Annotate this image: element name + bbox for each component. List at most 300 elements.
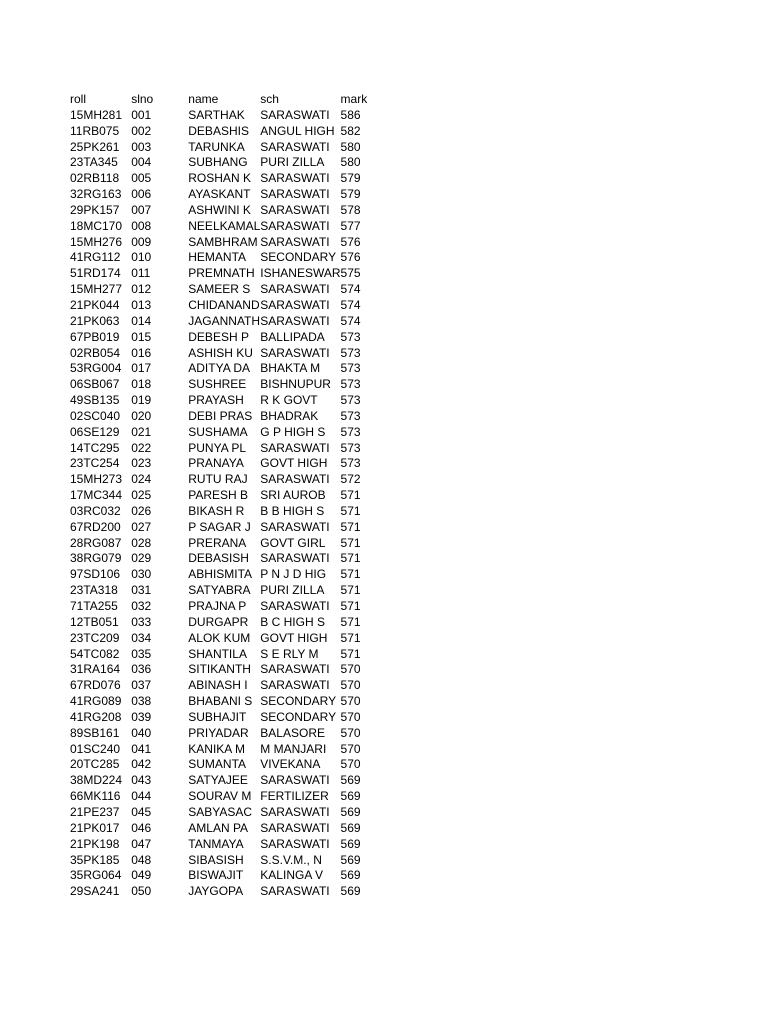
table-row [70, 219, 370, 235]
slno-cell: 045 [131, 804, 152, 819]
table-row [70, 805, 370, 821]
sch-cell: SARASWATI [260, 218, 330, 233]
table-row [70, 282, 370, 298]
name-cell: PREMNATH [188, 266, 255, 281]
sch-cell: BISHNUPUR [260, 377, 331, 392]
roll-cell: 21PK198 [70, 836, 120, 851]
name-cell: DEBESH P [188, 329, 249, 344]
name-cell: RUTU RAJ [188, 472, 248, 487]
slno-cell: 035 [131, 646, 152, 661]
slno-cell: 010 [131, 250, 152, 265]
name-cell: AYASKANT [188, 187, 251, 202]
sch-cell: SRI AUROB [260, 488, 326, 503]
roll-cell: 11RB075 [70, 123, 120, 138]
mark-cell: 569 [340, 820, 361, 835]
roll-cell: 32RG163 [70, 187, 122, 202]
slno-cell: 030 [131, 567, 152, 582]
roll-cell: 54TC082 [70, 646, 120, 661]
mark-cell: 571 [340, 599, 361, 613]
name-cell: HEMANTA [188, 250, 247, 265]
table-row [70, 409, 370, 425]
table-row [70, 583, 370, 599]
name-cell: PRERANA [188, 535, 247, 550]
mark-cell: 573 [340, 361, 361, 376]
slno-cell: 029 [131, 551, 152, 566]
slno-cell: 005 [131, 171, 152, 186]
slno-cell: 004 [131, 155, 152, 170]
table-row [70, 536, 370, 552]
mark-cell: 574 [340, 297, 361, 312]
name-cell: SIBASISH [188, 852, 244, 867]
name-cell: TARUNKA [188, 139, 245, 154]
slno-cell: 046 [131, 820, 152, 835]
mark-cell: 569 [340, 789, 361, 804]
sch-cell: PURI ZILLA [260, 155, 325, 170]
name-cell: SUMANTA [188, 757, 247, 772]
mark-cell: 582 [340, 123, 361, 138]
name-cell: P SAGAR J [188, 519, 251, 534]
sch-cell: BALASORE [260, 725, 325, 740]
name-cell: BISWAJIT [188, 868, 244, 883]
roll-cell: 02RB118 [70, 171, 120, 186]
mark-cell: 572 [340, 472, 361, 487]
roll-cell: 41RG208 [70, 709, 122, 724]
name-cell: SUSHAMA [188, 424, 248, 439]
sch-cell: BHADRAK [260, 408, 319, 423]
mark-cell: 571 [340, 535, 361, 550]
mark-cell: 576 [340, 250, 361, 265]
slno-cell: 047 [131, 836, 152, 851]
roll-cell: 15MH281 [70, 107, 123, 122]
slno-cell: 031 [131, 583, 152, 598]
roll-cell: 17MC344 [70, 488, 123, 503]
roll-cell: 20TC285 [70, 757, 120, 772]
mark-cell: 573 [340, 345, 361, 360]
table-row [70, 346, 370, 362]
table-row [70, 124, 370, 140]
mark-cell: 571 [340, 488, 361, 503]
slno-cell: 009 [131, 234, 152, 249]
slno-cell: 034 [131, 630, 152, 645]
header-roll: roll [70, 92, 87, 106]
name-cell: SITIKANTH [188, 662, 251, 677]
mark-cell: 573 [340, 408, 361, 423]
sch-cell: GOVT HIGH [260, 630, 328, 645]
roll-cell: 06SE129 [70, 424, 120, 439]
slno-cell: 028 [131, 535, 152, 550]
roll-cell: 66MK116 [70, 789, 121, 804]
name-cell: SARTHAK [188, 107, 245, 122]
table-row [70, 710, 370, 726]
sch-cell: S.S.V.M., N [260, 852, 322, 867]
sch-cell: SECONDARY [260, 694, 337, 709]
roll-cell: 02RB054 [70, 345, 121, 360]
mark-cell: 569 [340, 868, 361, 883]
sch-cell: G P HIGH S [260, 424, 326, 439]
table-row [70, 377, 370, 393]
slno-cell: 018 [131, 377, 152, 392]
slno-cell: 006 [131, 187, 152, 202]
roll-cell: 28RG087 [70, 535, 122, 550]
name-cell: PRANAYA [188, 456, 244, 471]
table-row [70, 853, 370, 869]
name-cell: AMLAN PA [188, 820, 249, 835]
name-cell: KANIKA M [188, 741, 245, 756]
slno-cell: 044 [131, 789, 152, 804]
mark-cell: 580 [340, 155, 361, 170]
mark-cell: 570 [340, 741, 361, 756]
mark-cell: 569 [340, 884, 361, 899]
table-row [70, 599, 370, 615]
table-row [70, 662, 370, 678]
slno-cell: 001 [131, 107, 152, 122]
mark-cell: 570 [340, 694, 361, 709]
roll-cell: 25PK261 [70, 139, 120, 154]
roll-cell: 89SB161 [70, 725, 120, 740]
table-row [70, 203, 370, 219]
sch-cell: SARASWATI [260, 836, 330, 851]
sch-cell: R K GOVT [260, 393, 318, 408]
table-row [70, 694, 370, 710]
roll-cell: 06SB067 [70, 377, 120, 392]
results-sheet [70, 92, 370, 900]
sch-cell: SECONDARY [260, 709, 337, 724]
mark-cell: 570 [340, 725, 361, 740]
slno-cell: 007 [131, 202, 152, 217]
name-cell: PRAJNA P [188, 599, 247, 613]
slno-cell: 008 [131, 218, 152, 233]
sch-cell: BHAKTA M [260, 361, 321, 376]
sch-cell: SARASWATI [260, 313, 330, 328]
name-cell: SATYABRA [188, 583, 251, 598]
table-row [70, 441, 370, 457]
name-cell: ASHISH KU [188, 345, 253, 360]
table-row [70, 868, 370, 884]
mark-cell: 569 [340, 773, 361, 788]
mark-cell: 571 [340, 567, 361, 582]
slno-cell: 002 [131, 123, 152, 138]
mark-cell: 579 [340, 187, 361, 202]
name-cell: DURGAPR [188, 614, 249, 629]
name-cell: PARESH B [188, 488, 249, 503]
sch-cell: PURI ZILLA [260, 583, 325, 598]
sch-cell: B B HIGH S [260, 503, 325, 518]
sch-cell: P N J D HIG [260, 567, 327, 582]
roll-cell: 35RG064 [70, 868, 122, 883]
table-body [70, 108, 370, 900]
sch-cell: SARASWATI [260, 202, 330, 217]
table-row [70, 520, 370, 536]
mark-cell: 571 [340, 630, 361, 645]
sch-cell: SARASWATI [260, 884, 330, 899]
slno-cell: 039 [131, 709, 152, 724]
name-cell: SABYASAC [188, 804, 253, 819]
slno-cell: 017 [131, 361, 152, 376]
mark-cell: 574 [340, 282, 361, 297]
roll-cell: 18MC170 [70, 218, 123, 233]
mark-cell: 571 [340, 646, 361, 661]
roll-cell: 67RD200 [70, 519, 121, 534]
slno-cell: 024 [131, 472, 152, 487]
roll-cell: 01SC240 [70, 741, 121, 756]
roll-cell: 29PK157 [70, 202, 120, 217]
name-cell: NEELKAMAL [188, 218, 261, 233]
table-row [70, 757, 370, 773]
slno-cell: 043 [131, 773, 152, 788]
slno-cell: 022 [131, 440, 152, 455]
table-row [70, 504, 370, 520]
slno-cell: 033 [131, 614, 152, 629]
roll-cell: 51RD174 [70, 266, 121, 281]
table-row [70, 393, 370, 409]
mark-cell: 579 [340, 171, 361, 186]
sch-cell: SARASWATI [260, 678, 330, 693]
roll-cell: 71TA255 [70, 599, 118, 613]
mark-cell: 576 [340, 234, 361, 249]
table-row [70, 789, 370, 805]
name-cell: PRIYADAR [188, 725, 249, 740]
mark-cell: 569 [340, 852, 361, 867]
mark-cell: 573 [340, 377, 361, 392]
slno-cell: 011 [131, 266, 151, 281]
name-cell: BIKASH R [188, 503, 245, 518]
slno-cell: 042 [131, 757, 152, 772]
slno-cell: 037 [131, 678, 152, 693]
mark-cell: 570 [340, 678, 361, 693]
table-row [70, 551, 370, 567]
table-row [70, 678, 370, 694]
sch-cell: SARASWATI [260, 187, 330, 202]
mark-cell: 575 [340, 266, 361, 281]
sch-cell: SARASWATI [260, 107, 330, 122]
roll-cell: 53RG004 [70, 361, 122, 376]
slno-cell: 014 [131, 313, 152, 328]
name-cell: ABHISMITA [188, 567, 253, 582]
name-cell: SUBHANG [188, 155, 248, 170]
sch-cell: SARASWATI [260, 519, 330, 534]
roll-cell: 21PK044 [70, 297, 120, 312]
slno-cell: 015 [131, 329, 152, 344]
sch-cell: SARASWATI [260, 171, 330, 186]
table-row [70, 456, 370, 472]
mark-cell: 580 [340, 139, 361, 154]
name-cell: ROSHAN K [188, 171, 251, 186]
sch-cell: SARASWATI [260, 234, 330, 249]
table-row [70, 235, 370, 251]
slno-cell: 003 [131, 139, 152, 154]
sch-cell: B C HIGH S [260, 614, 325, 629]
roll-cell: 41RG089 [70, 694, 122, 709]
roll-cell: 15MH277 [70, 282, 123, 297]
mark-cell: 573 [340, 393, 361, 408]
name-cell: SUSHREE [188, 377, 247, 392]
name-cell: PRAYASH [188, 393, 244, 408]
mark-cell: 570 [340, 757, 361, 772]
name-cell: JAGANNATH [188, 313, 261, 328]
name-cell: CHIDANAND [188, 297, 260, 312]
name-cell: SOURAV M [188, 789, 252, 804]
roll-cell: 23TA345 [70, 155, 118, 170]
name-cell: SAMBHRAM [188, 234, 258, 249]
sch-cell: SARASWATI [260, 440, 330, 455]
sch-cell: BALLIPADA [260, 329, 325, 344]
sch-cell: SARASWATI [260, 773, 330, 788]
name-cell: JAYGOPA [188, 884, 244, 899]
table-row [70, 314, 370, 330]
mark-cell: 569 [340, 836, 361, 851]
roll-cell: 23TC209 [70, 630, 120, 645]
table-row [70, 155, 370, 171]
slno-cell: 012 [131, 282, 152, 297]
slno-cell: 050 [131, 884, 152, 899]
sch-cell: SARASWATI [260, 472, 330, 487]
table-row [70, 647, 370, 663]
mark-cell: 578 [340, 202, 361, 217]
table-row [70, 472, 370, 488]
name-cell: DEBASISH [188, 551, 249, 566]
name-cell: ASHWINI K [188, 202, 251, 217]
name-cell: DEBASHIS [188, 123, 249, 138]
slno-cell: 032 [131, 599, 152, 613]
roll-cell: 97SD106 [70, 567, 121, 582]
header-mark: mark [340, 92, 368, 106]
slno-cell: 021 [131, 424, 152, 439]
name-cell: TANMAYA [188, 836, 244, 851]
table-row [70, 773, 370, 789]
slno-cell: 026 [131, 503, 152, 518]
name-cell: BHABANI S [188, 694, 253, 709]
header-row [70, 92, 370, 108]
sch-cell: SARASWATI [260, 345, 330, 360]
header-sch: sch [260, 92, 279, 106]
mark-cell: 573 [340, 456, 361, 471]
slno-cell: 038 [131, 694, 152, 709]
mark-cell: 574 [340, 313, 361, 328]
table-row [70, 425, 370, 441]
roll-cell: 23TC254 [70, 456, 120, 471]
slno-cell: 020 [131, 408, 152, 423]
table-row [70, 266, 370, 282]
sch-cell: SARASWATI [260, 662, 330, 677]
roll-cell: 67PB019 [70, 329, 120, 344]
mark-cell: 569 [340, 804, 361, 819]
roll-cell: 23TA318 [70, 583, 118, 598]
table-row [70, 488, 370, 504]
sch-cell: GOVT HIGH [260, 456, 328, 471]
sch-cell: GOVT GIRL [260, 535, 326, 550]
mark-cell: 577 [340, 218, 361, 233]
roll-cell: 38RG079 [70, 551, 122, 566]
sch-cell: SARASWATI [260, 599, 330, 613]
roll-cell: 38MD224 [70, 773, 123, 788]
table-row [70, 615, 370, 631]
sch-cell: SARASWATI [260, 139, 330, 154]
table-row [70, 250, 370, 266]
roll-cell: 67RD076 [70, 678, 121, 693]
slno-cell: 019 [131, 393, 152, 408]
table-row [70, 821, 370, 837]
table-row [70, 884, 370, 900]
sch-cell: VIVEKANA [260, 757, 321, 772]
mark-cell: 573 [340, 329, 361, 344]
sch-cell: ISHANESWAR [260, 266, 341, 281]
slno-cell: 041 [131, 741, 152, 756]
slno-cell: 049 [131, 868, 152, 883]
roll-cell: 29SA241 [70, 884, 120, 899]
mark-cell: 586 [340, 107, 361, 122]
name-cell: PUNYA PL [188, 440, 247, 455]
roll-cell: 31RA164 [70, 662, 121, 677]
sch-cell: KALINGA V [260, 868, 323, 883]
table-row [70, 837, 370, 853]
sch-cell: SECONDARY [260, 250, 337, 265]
sch-cell: FERTILIZER [260, 789, 329, 804]
name-cell: DEBI PRAS [188, 408, 253, 423]
name-cell: SHANTILA [188, 646, 247, 661]
mark-cell: 571 [340, 614, 361, 629]
roll-cell: 35PK185 [70, 852, 120, 867]
roll-cell: 03RC032 [70, 503, 121, 518]
name-cell: ALOK KUM [188, 630, 251, 645]
slno-cell: 023 [131, 456, 152, 471]
table-row [70, 171, 370, 187]
mark-cell: 573 [340, 424, 361, 439]
header-name: name [188, 92, 219, 106]
sch-cell: SARASWATI [260, 297, 330, 312]
roll-cell: 41RG112 [70, 250, 121, 265]
roll-cell: 15MH276 [70, 234, 123, 249]
mark-cell: 571 [340, 551, 361, 566]
sch-cell: SARASWATI [260, 551, 330, 566]
table-row [70, 187, 370, 203]
mark-cell: 573 [340, 440, 361, 455]
slno-cell: 040 [131, 725, 152, 740]
header-slno: slno [131, 92, 154, 106]
slno-cell: 013 [131, 297, 152, 312]
roll-cell: 15MH273 [70, 472, 123, 487]
name-cell: SATYAJEE [188, 773, 248, 788]
sch-cell: SARASWATI [260, 282, 330, 297]
name-cell: ABINASH I [188, 678, 248, 693]
slno-cell: 027 [131, 519, 152, 534]
name-cell: SAMEER S [188, 282, 251, 297]
results-table [70, 92, 370, 900]
slno-cell: 025 [131, 488, 152, 503]
sch-cell: M MANJARI [260, 741, 327, 756]
table-row [70, 742, 370, 758]
table-row [70, 298, 370, 314]
slno-cell: 016 [131, 345, 152, 360]
mark-cell: 570 [340, 662, 361, 677]
roll-cell: 21PE237 [70, 804, 120, 819]
table-row [70, 726, 370, 742]
table-row [70, 567, 370, 583]
name-cell: SUBHAJIT [188, 709, 247, 724]
table-row [70, 108, 370, 124]
slno-cell: 048 [131, 852, 152, 867]
roll-cell: 12TB051 [70, 614, 119, 629]
roll-cell: 14TC295 [70, 440, 120, 455]
roll-cell: 49SB135 [70, 393, 120, 408]
table-row [70, 140, 370, 156]
slno-cell: 036 [131, 662, 152, 677]
sch-cell: SARASWATI [260, 804, 330, 819]
roll-cell: 02SC040 [70, 408, 121, 423]
mark-cell: 571 [340, 583, 361, 598]
sch-cell: S E RLY M [260, 646, 319, 661]
mark-cell: 570 [340, 709, 361, 724]
table-row [70, 631, 370, 647]
